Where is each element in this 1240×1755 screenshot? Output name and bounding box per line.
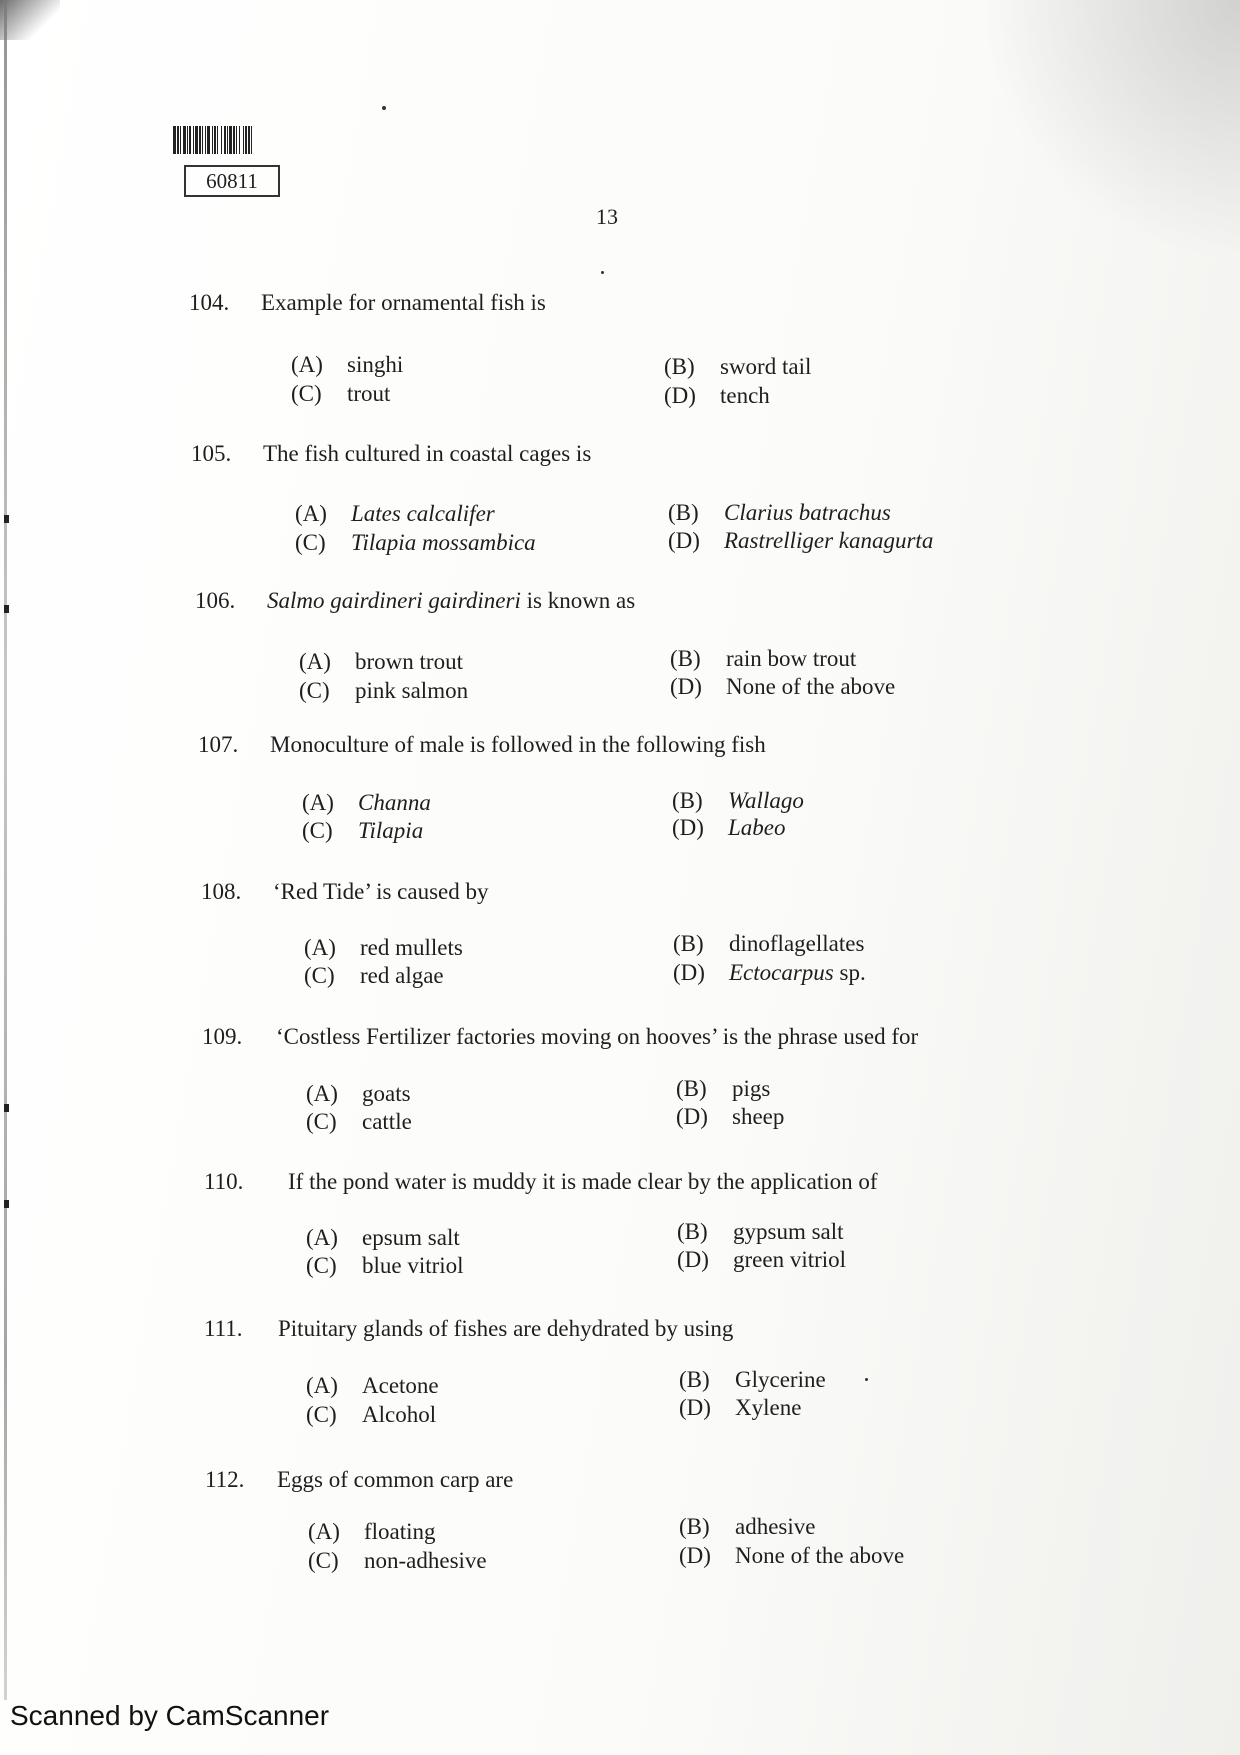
question-text: Example for ornamental fish is (261, 290, 546, 315)
option-c: (C) cattle (306, 1109, 412, 1134)
question-text: Monoculture of male is followed in the following fish (270, 732, 766, 757)
option-a: (A) goats (306, 1081, 411, 1106)
scan-edge-mark (4, 515, 9, 523)
question-text: Pituitary glands of fishes are dehydrated by using (278, 1316, 734, 1341)
option-a: (A) brown trout (299, 649, 463, 674)
option-a: (A) Acetone (306, 1373, 439, 1398)
option-d: (D) tench (664, 383, 770, 408)
scan-speck (601, 271, 604, 274)
scan-speck (865, 1378, 868, 1381)
page-corner-shadow (0, 0, 60, 40)
option-a: (A) Lates calcalifer (295, 501, 495, 526)
option-a: (A) red mullets (304, 935, 463, 960)
question-number: 106. (195, 588, 236, 613)
question-number: 105. (191, 441, 232, 466)
option-c: (C) Tilapia mossambica (295, 530, 536, 555)
option-d: (D) None of the above (679, 1543, 905, 1568)
option-b: (B) sword tail (664, 354, 812, 379)
option-c: (C) Tilapia (302, 818, 424, 843)
option-b: (B) Wallago (672, 788, 804, 813)
barcode (173, 126, 336, 154)
question-number: 111. (204, 1316, 243, 1341)
option-b: (B) Glycerine (679, 1367, 826, 1392)
option-b: (B) pigs (676, 1076, 771, 1101)
question-text: The fish cultured in coastal cages is (263, 441, 592, 466)
question-number: 104. (189, 290, 230, 315)
option-c: (C) pink salmon (299, 678, 469, 703)
option-d: (D) Rastrelliger kanagurta (668, 528, 934, 553)
option-c: (C) non-adhesive (308, 1548, 487, 1573)
option-b: (B) gypsum salt (677, 1219, 844, 1244)
option-d: (D) Labeo (672, 815, 786, 840)
question-text: ‘Costless Fertilizer factories moving on hooves’ is the phrase used for (276, 1024, 919, 1049)
option-d: (D) Ectocarpus sp. (673, 960, 866, 985)
option-b: (B) Clarius batrachus (668, 500, 891, 525)
option-b: (B) adhesive (679, 1514, 816, 1539)
question-number: 112. (205, 1467, 245, 1492)
option-a: (A) epsum salt (306, 1225, 460, 1250)
question-number: 110. (204, 1169, 244, 1194)
scan-edge-mark (4, 605, 9, 613)
barcode-bar (252, 126, 255, 154)
question-text: Salmo gairdineri gairdineri is known as (267, 588, 636, 613)
page-fold-shadow (980, 0, 1240, 260)
option-a: (A) Channa (302, 790, 431, 815)
question-text: Eggs of common carp are (277, 1467, 514, 1492)
option-a: (A) singhi (291, 352, 404, 377)
scan-speck (382, 106, 386, 110)
page-number: 13 (596, 204, 618, 229)
option-c: (C) red algae (304, 963, 444, 988)
question-number: 107. (198, 732, 239, 757)
option-c: (C) Alcohol (306, 1402, 437, 1427)
option-a: (A) floating (308, 1519, 436, 1544)
option-b: (B) rain bow trout (670, 646, 857, 671)
option-d: (D) None of the above (670, 674, 896, 699)
option-b: (B) dinoflagellates (673, 931, 865, 956)
page-left-edge (4, 0, 7, 1700)
paper-code-box: 60811 (184, 165, 280, 197)
option-c: (C) blue vitriol (306, 1253, 464, 1278)
question-text: If the pond water is muddy it is made clear by the application of (288, 1169, 878, 1194)
option-d: (D) sheep (676, 1104, 785, 1129)
scanner-watermark: Scanned by CamScanner (10, 1700, 330, 1731)
option-d: (D) Xylene (679, 1395, 802, 1420)
option-d: (D) green vitriol (677, 1247, 847, 1272)
question-number: 108. (201, 879, 242, 904)
scan-edge-mark (4, 1104, 9, 1112)
question-number: 109. (202, 1024, 243, 1049)
option-c: (C) trout (291, 381, 391, 406)
scan-edge-mark (4, 1200, 9, 1208)
question-text: ‘Red Tide’ is caused by (273, 879, 489, 904)
